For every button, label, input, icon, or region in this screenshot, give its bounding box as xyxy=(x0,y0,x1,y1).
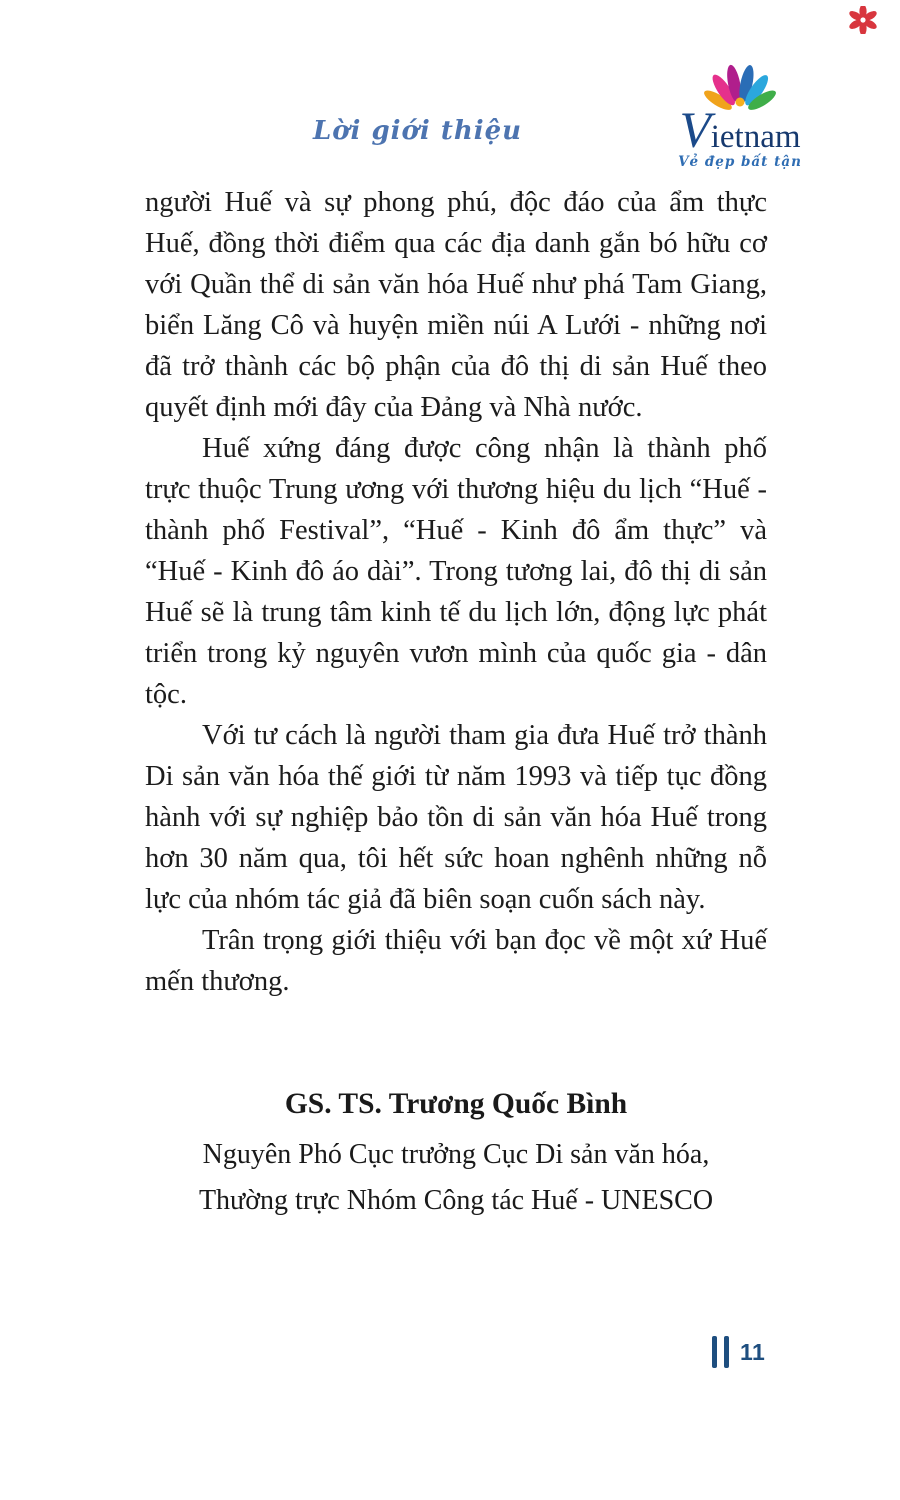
running-head-title: Lời giới thiệu xyxy=(312,116,523,146)
page-number: 11 xyxy=(740,1338,766,1365)
paragraph-2: Huế xứng đáng được công nhận là thành phố trực thuộc Trung ương với thương hiệu du lịch “Huế - thành phố Festival”, “Huế - Kinh đô ẩm thực” và “Huế - Kinh đô áo dài”. Trong tương lai, đô thị di sản Huế sẽ là trung tâm kinh tế du lịch lớn, động lực phát triển trong kỷ nguyên vươn mình của quốc gia - dân tộc. xyxy=(145,433,767,710)
page-footer xyxy=(712,1336,765,1368)
author-title-line1: Nguyên Phó Cục trưởng Cục Di sản văn hóa, xyxy=(202,1139,710,1170)
vietnam-tourism-logo xyxy=(658,64,822,170)
paragraph-4: Trân trọng giới thiệu với bạn đọc về một xứ Huế mến thương. xyxy=(145,925,767,997)
body-text xyxy=(145,182,767,1002)
red-flower-icon xyxy=(849,6,877,34)
double-bar-icon xyxy=(712,1336,729,1368)
paragraph-3: Với tư cách là người tham gia đưa Huế trở thành Di sản văn hóa thế giới từ năm 1993 và tiếp tục đồng hành với sự nghiệp bảo tồn di sản văn hóa Huế trong hơn 30 năm qua, tôi hết sức hoan nghênh những nỗ lực của nhóm tác giả đã biên soạn cuốn sách này. xyxy=(145,720,767,915)
author-name: GS. TS. Trương Quốc Bình xyxy=(284,1088,628,1120)
author-title-line2: Thường trực Nhóm Công tác Huế - UNESCO xyxy=(198,1185,714,1216)
logo-tagline: Vẻ đẹp bất tận xyxy=(678,153,802,170)
logo-wordmark: Vietnam xyxy=(679,102,801,159)
paragraph-1: người Huế và sự phong phú, độc đáo của ẩm thực Huế, đồng thời điểm qua các địa danh gắn bó hữu cơ với Quần thể di sản văn hóa Huế như phá Tam Giang, biển Lăng Cô và huyện miền núi A Lưới - những nơi đã trở thành các bộ phận của đô thị di sản Huế theo quyết định mới đây của Đảng và Nhà nước. xyxy=(145,187,767,423)
signature-block xyxy=(145,1082,767,1224)
